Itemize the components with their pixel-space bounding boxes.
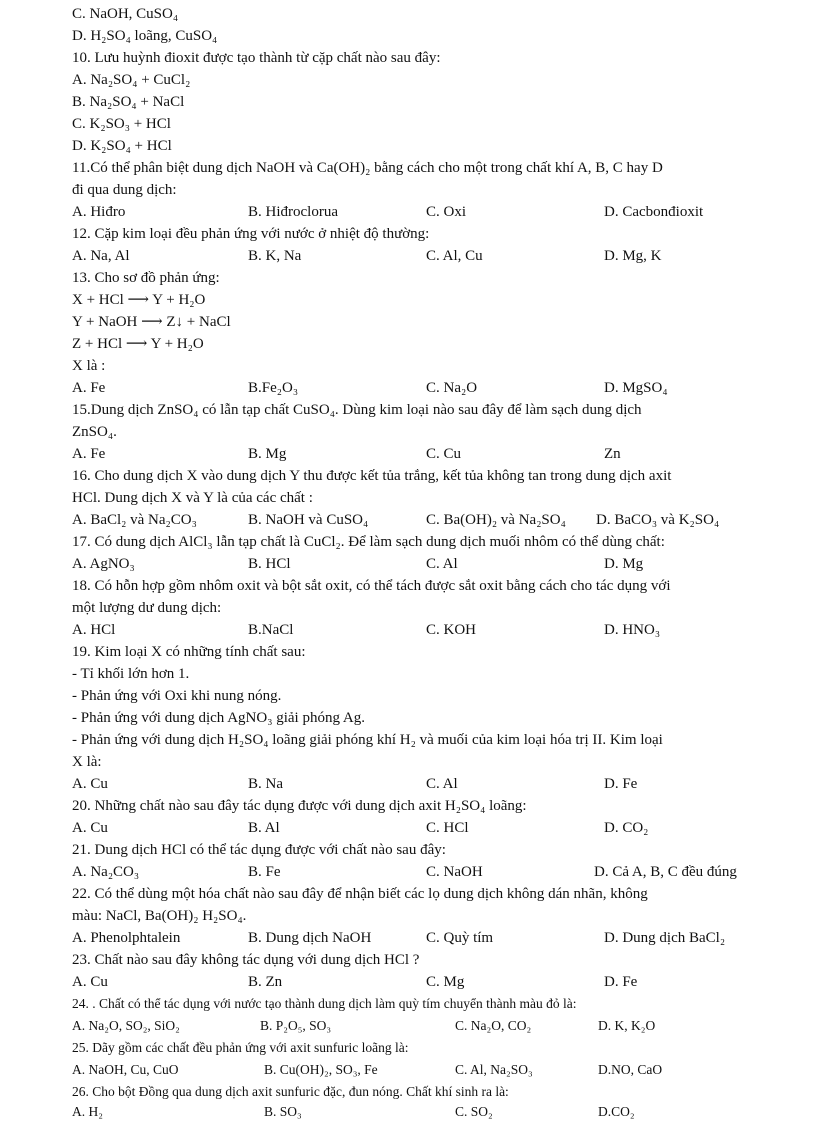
text-line: D. H₂SO₄ loãng, CuSO₄ bbox=[72, 28, 218, 44]
option-c: C. Al bbox=[426, 776, 458, 792]
text-line: - Phản ứng với dung dịch H₂SO₄ loãng giải phóng khí H₂ và muối của kim loại hóa trị II. Kim loại bbox=[72, 732, 663, 748]
answer-options bbox=[0, 862, 816, 882]
answer-options bbox=[0, 378, 816, 398]
text-line: B. Na₂SO₄ + NaCl bbox=[72, 94, 185, 110]
option-d: D. MgSO₄ bbox=[604, 380, 668, 396]
option-b: B. Hiđroclorua bbox=[248, 204, 338, 220]
question-18: 18. Có hỗn hợp gồm nhôm oxit và bột sắt oxit, có thể tách được sắt oxit bằng cách cho tác dụng với bbox=[72, 578, 671, 594]
option-a: A. BaCl₂ và Na₂CO₃ bbox=[72, 512, 197, 528]
answer-options bbox=[0, 554, 816, 574]
option-a: A. HCl bbox=[72, 622, 116, 638]
text-line: màu: NaCl, Ba(OH)₂ H₂SO₄. bbox=[72, 908, 247, 924]
question-24: 24. . Chất có thể tác dụng với nước tạo thành dung dịch làm quỳ tím chuyển thành màu đỏ là: bbox=[72, 996, 577, 1011]
option-c: C. SO₂ bbox=[455, 1104, 493, 1119]
option-d: D. Cacbonđioxit bbox=[604, 204, 704, 220]
option-a: A. Cu bbox=[72, 974, 108, 990]
text-line: - Phản ứng với dung dịch AgNO₃ giải phóng Ag. bbox=[72, 710, 365, 726]
answer-options bbox=[0, 444, 816, 464]
option-a: A. Na₂O, SO₂, SiO₂ bbox=[72, 1018, 180, 1033]
question-23: 23. Chất nào sau đây không tác dụng với dung dịch HCl ? bbox=[72, 952, 420, 968]
option-d: D. Mg, K bbox=[604, 248, 662, 264]
option-c: C. Al bbox=[426, 556, 458, 572]
option-b: B. Na bbox=[248, 776, 283, 792]
option-a: A. Hiđro bbox=[72, 204, 126, 220]
question-20: 20. Những chất nào sau đây tác dụng được với dung dịch axit H₂SO₄ loãng: bbox=[72, 798, 527, 814]
answer-options bbox=[0, 1102, 816, 1122]
option-b: B. Mg bbox=[248, 446, 287, 462]
question-11: 11.Có thể phân biệt dung dịch NaOH và Ca(OH)₂ bằng cách cho một trong chất khí A, B, C hay D bbox=[72, 160, 663, 176]
option-c: C. KOH bbox=[426, 622, 477, 638]
option-a: A. Na₂CO₃ bbox=[72, 864, 140, 880]
option-b: B.NaCl bbox=[248, 622, 294, 638]
text-line: C. NaOH, CuSO₄ bbox=[72, 6, 179, 22]
option-b: B. K, Na bbox=[248, 248, 302, 264]
question-17: 17. Có dung dịch AlCl₃ lẫn tạp chất là CuCl₂. Để làm sạch dung dịch muối nhôm có thể dùng chất: bbox=[72, 534, 665, 550]
option-c: C. Na₂O, CO₂ bbox=[455, 1018, 532, 1033]
question-13: 13. Cho sơ đồ phản ứng: bbox=[72, 270, 220, 286]
answer-options bbox=[0, 510, 816, 530]
option-d: D.CO₂ bbox=[598, 1104, 635, 1119]
answer-options bbox=[0, 972, 816, 992]
option-c: C. HCl bbox=[426, 820, 469, 836]
text-line: A. Na₂SO₄ + CuCl₂ bbox=[72, 72, 191, 88]
text-line: một lượng dư dung dịch: bbox=[72, 600, 222, 616]
option-d: D. BaCO₃ và K₂SO₄ bbox=[596, 512, 720, 528]
answer-options bbox=[0, 1016, 816, 1036]
option-d: Zn bbox=[604, 446, 621, 462]
text-line: HCl. Dung dịch X và Y là của các chất : bbox=[72, 490, 313, 506]
option-d: D.NO, CaO bbox=[598, 1062, 663, 1077]
option-b: B. Zn bbox=[248, 974, 283, 990]
option-a: A. Fe bbox=[72, 446, 106, 462]
reaction-line: Z + HCl ⟶ Y + H₂O bbox=[72, 336, 204, 352]
text-line: ZnSO₄. bbox=[72, 424, 117, 440]
option-a: A. Phenolphtalein bbox=[72, 930, 181, 946]
option-b: B. Dung dịch NaOH bbox=[248, 930, 372, 946]
question-16: 16. Cho dung dịch X vào dung dịch Y thu được kết tủa trắng, kết tủa không tan trong dung dịch axit bbox=[72, 468, 672, 484]
option-a: A. Fe bbox=[72, 380, 106, 396]
option-c: C. Ba(OH)₂ và Na₂SO₄ bbox=[426, 512, 566, 528]
option-c: C. Mg bbox=[426, 974, 465, 990]
option-a: A. NaOH, Cu, CuO bbox=[72, 1062, 179, 1077]
answer-options bbox=[0, 620, 816, 640]
text-line: C. K₂SO₃ + HCl bbox=[72, 116, 171, 132]
option-d: D. Mg bbox=[604, 556, 644, 572]
option-c: C. Oxi bbox=[426, 204, 467, 220]
option-b: B. Fe bbox=[248, 864, 281, 880]
answer-options bbox=[0, 246, 816, 266]
question-10: 10. Lưu huỳnh đioxit được tạo thành từ cặp chất nào sau đây: bbox=[72, 50, 441, 66]
option-c: C. Al, Cu bbox=[426, 248, 483, 264]
option-d: D. CO₂ bbox=[604, 820, 649, 836]
option-a: A. Cu bbox=[72, 776, 108, 792]
option-a: A. H₂ bbox=[72, 1104, 103, 1119]
reaction-line: Y + NaOH ⟶ Z↓ + NaCl bbox=[72, 314, 231, 330]
option-b: B. SO₃ bbox=[264, 1104, 302, 1119]
option-d: D. Cả A, B, C đều đúng bbox=[594, 864, 737, 880]
text-line: D. K₂SO₄ + HCl bbox=[72, 138, 172, 154]
option-d: D. K, K₂O bbox=[598, 1018, 656, 1033]
text-line: - Tỉ khối lớn hơn 1. bbox=[72, 666, 190, 682]
answer-options bbox=[0, 202, 816, 222]
answer-options bbox=[0, 818, 816, 838]
question-12: 12. Cặp kim loại đều phản ứng với nước ở nhiệt độ thường: bbox=[72, 226, 430, 242]
text-line: X là: bbox=[72, 754, 102, 770]
question-22: 22. Có thể dùng một hóa chất nào sau đây để nhận biết các lọ dung dịch không dán nhãn, không bbox=[72, 886, 648, 902]
answer-options bbox=[0, 774, 816, 794]
question-19: 19. Kim loại X có những tính chất sau: bbox=[72, 644, 306, 660]
option-b: B. HCl bbox=[248, 556, 291, 572]
text-line: đi qua dung dịch: bbox=[72, 182, 177, 198]
option-c: C. NaOH bbox=[426, 864, 483, 880]
option-c: C. Na₂O bbox=[426, 380, 478, 396]
option-d: D. Dung dịch BaCl₂ bbox=[604, 930, 726, 946]
option-c: C. Cu bbox=[426, 446, 462, 462]
question-26: 26. Cho bột Đồng qua dung dịch axit sunfuric đặc, đun nóng. Chất khí sinh ra là: bbox=[72, 1084, 509, 1099]
option-d: D. Fe bbox=[604, 776, 638, 792]
option-a: A. AgNO₃ bbox=[72, 556, 135, 572]
text-line: X là : bbox=[72, 358, 106, 374]
answer-options bbox=[0, 928, 816, 948]
option-c: C. Quỳ tím bbox=[426, 930, 494, 946]
option-a: A. Na, Al bbox=[72, 248, 130, 264]
question-25: 25. Dãy gồm các chất đều phản ứng với axit sunfuric loãng là: bbox=[72, 1040, 409, 1055]
option-d: D. HNO₃ bbox=[604, 622, 661, 638]
option-b: B. P₂O₅, SO₃ bbox=[260, 1018, 332, 1033]
option-a: A. Cu bbox=[72, 820, 108, 836]
question-15: 15.Dung dịch ZnSO₄ có lẫn tạp chất CuSO₄. Dùng kim loại nào sau đây để làm sạch dung dịch bbox=[72, 402, 642, 418]
text-line: - Phản ứng với Oxi khi nung nóng. bbox=[72, 688, 282, 704]
option-c: C. Al, Na₂SO₃ bbox=[455, 1062, 533, 1077]
option-b: B. Cu(OH)₂, SO₃, Fe bbox=[264, 1062, 378, 1077]
reaction-line: X + HCl ⟶ Y + H₂O bbox=[72, 292, 206, 308]
option-b: B. Al bbox=[248, 820, 280, 836]
option-b: B. NaOH và CuSO₄ bbox=[248, 512, 369, 528]
question-21: 21. Dung dịch HCl có thể tác dụng được với chất nào sau đây: bbox=[72, 842, 446, 858]
answer-options bbox=[0, 1060, 816, 1080]
option-b: B.Fe₂O₃ bbox=[248, 380, 299, 396]
option-d: D. Fe bbox=[604, 974, 638, 990]
